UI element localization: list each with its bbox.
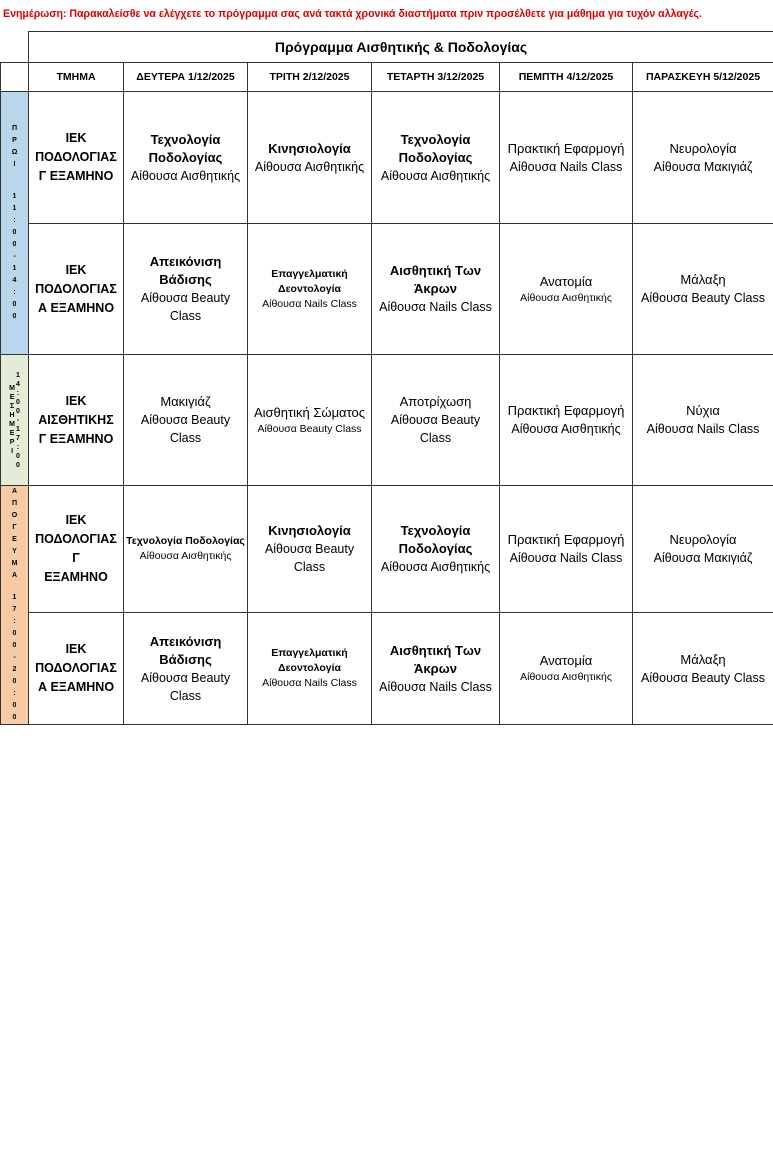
slot-char: Γ [12,524,17,531]
table-row [1,224,773,355]
room-name: Αίθουσα Μακιγιάζ [653,551,753,566]
lesson-cell [500,224,633,355]
slot-char: 0 [12,301,17,308]
slot-char: 0 [12,241,17,248]
lesson-cell [633,613,773,725]
slot-char: : [13,289,16,296]
slot-char: Μ [11,560,18,567]
subject-name: Μάλαξη [680,272,726,287]
subject-name: Νευρολογία [669,532,737,548]
room-name: Αίθουσα Αισθητικής [520,671,612,684]
subject-name: Αισθητική Των Άκρων [389,642,482,676]
slot-char: Μ [9,421,15,428]
subject-name: Απεικόνιση Βάδισης [149,254,222,287]
room-name: Αίθουσα Nails Class [262,677,357,690]
room-name: Αίθουσα Beauty Class [140,291,231,323]
dept-cell [29,355,124,486]
subject-name: Τεχνολογία Ποδολογίας [148,131,223,165]
slot-char: Ι [11,448,14,455]
lesson-cell [500,486,633,613]
lesson-cell [633,486,773,613]
slot-char: Ι [13,161,16,168]
subject-name: Τεχνολογία Ποδολογίας [126,535,245,548]
room-name: Αίθουσα Nails Class [646,422,760,436]
slot-char: 1 [12,265,17,272]
dept-line: ΑΙΣΘΗΤΙΚΗΣ [38,412,114,427]
slot-char: - [13,253,16,260]
lesson-cell [248,224,372,355]
subject-name: Τεχνολογία Ποδολογίας [398,523,473,557]
lesson-cell [124,613,248,725]
subject-name: Πρακτική Εφαρμογή [507,140,625,156]
lesson-cell [372,486,500,613]
room-name: Αίθουσα Beauty Class [140,670,231,703]
room-name: Αίθουσα Αισθητικής [380,560,491,575]
lesson-cell [633,92,773,224]
dept-cell [29,92,124,224]
slot-char: 7 [12,606,17,613]
slot-char: : [13,618,16,625]
corner-cell [1,32,29,63]
slot-char: : [13,217,16,224]
slot-label [9,384,15,456]
room-name: Αίθουσα Αισθητικής [380,168,491,183]
lesson-cell [500,613,633,725]
slot-char: 0 [15,407,20,415]
slot-char: - [13,654,16,661]
slot-char: 0 [15,452,20,460]
room-name: Αίθουσα Nails Class [509,551,623,566]
subject-name: Πρακτική Εφαρμογή [507,532,625,548]
slot-time [13,592,17,724]
slot-evening [1,486,29,725]
subject-name: Αποτρίχωση [399,394,472,409]
dept-line: ΠΟΔΟΛΟΓΙΑΣ [35,281,117,296]
slot-char: 0 [12,702,17,709]
slot-char: 1 [12,594,17,601]
room-name: Αίθουσα Beauty Class [641,670,765,685]
header-monday: ΔΕΥΤΕΡΑ 1/12/2025 [124,63,248,92]
subject-name: Πρακτική Εφαρμογή [507,403,625,418]
lesson-cell [372,355,500,486]
header-thursday: ΠΕΜΠΤΗ 4/12/2025 [500,63,633,92]
lesson-cell [500,355,633,486]
header-dept: ΤΜΗΜΑ [29,63,124,92]
subject-name: Επαγγελματική Δεοντολογία [271,647,348,675]
slot-char: Π [11,500,18,507]
slot-char: 1 [12,193,17,200]
subject-name: Αισθητική Σώματος [253,404,366,420]
room-name: Αίθουσα Αισθητικής [130,168,241,183]
room-name: Αίθουσα Αισθητικής [511,422,621,436]
slot-time [16,371,20,470]
slot-midday [1,355,29,486]
slot-char: : [16,389,20,397]
lesson-cell [500,92,633,224]
slot-char: : [16,443,20,451]
subject-name: Κινησιολογία [268,523,351,539]
subject-name: Αισθητική Των Άκρων [389,263,482,296]
dept-line: ΙΕΚ [65,393,87,408]
dept-line: Α ΕΞΑΜΗΝΟ [37,680,115,695]
header-friday: ΠΑΡΑΣΚΕΥΗ 5/12/2025 [633,63,773,92]
schedule-table [0,31,773,725]
lesson-cell [124,355,248,486]
dept-line: ΕΞΑΜΗΝΟ [44,570,108,585]
room-name: Αίθουσα Αισθητικής [254,159,365,174]
table-row [1,613,773,725]
lesson-cell [248,613,372,725]
dept-line: Γ ΕΞΑΜΗΝΟ [38,169,114,183]
slot-label [12,123,18,171]
slot-char: 1 [12,205,17,212]
lesson-cell [372,613,500,725]
slot-char: 2 [12,666,17,673]
subject-name: Ανατομία [539,273,593,289]
dept-line: Α ΕΞΑΜΗΝΟ [37,300,115,315]
slot-char: - [16,416,20,424]
slot-char: Σ [9,403,15,410]
slot-char: Μ [9,385,15,392]
slot-char: Ρ [12,137,17,144]
slot-char: Ω [11,149,18,156]
subject-name: Επαγγελματική Δεοντολογία [271,267,348,295]
room-name: Αίθουσα Beauty Class [257,422,362,435]
dept-line: ΠΟΔΟΛΟΓΙΑΣ [35,661,117,676]
lesson-cell [248,355,372,486]
lesson-cell [124,224,248,355]
subject-name: Απεικόνιση Βάδισης [149,633,222,667]
slot-char: 0 [12,678,17,685]
lesson-cell [124,92,248,224]
table-row [1,355,773,486]
slot-char: Η [9,412,15,419]
lesson-cell [633,224,773,355]
dept-line: ΙΕΚ [65,513,87,528]
lesson-cell [124,486,248,613]
dept-cell [29,224,124,355]
slot-char: 1 [15,371,20,379]
slot-time [13,191,17,323]
room-name: Αίθουσα Αισθητικής [520,291,612,304]
header-row [1,63,773,92]
slot-char: 0 [15,461,20,469]
slot-char: : [13,690,16,697]
lesson-cell [372,92,500,224]
header-wednesday: ΤΕΤΑΡΤΗ 3/12/2025 [372,63,500,92]
subject-name: Μάλαξη [680,651,726,667]
lesson-cell [633,355,773,486]
slot-char: Π [11,125,18,132]
subject-name: Τεχνολογία Ποδολογίας [398,131,473,165]
subject-name: Κινησιολογία [268,140,351,156]
room-name: Αίθουσα Nails Class [262,297,357,310]
slot-char: Ο [11,512,18,519]
room-name: Αίθουσα Nails Class [509,159,623,174]
slot-char: 1 [15,425,20,433]
slot-char: 0 [12,229,17,236]
slot-char: 4 [15,380,20,388]
slot-char: Ε [9,394,15,401]
lesson-cell [372,224,500,355]
slot-char: 0 [12,714,17,721]
header-tuesday: ΤΡΙΤΗ 2/12/2025 [248,63,372,92]
lesson-cell [248,486,372,613]
header-corner [1,63,29,92]
room-name: Αίθουσα Nails Class [379,300,492,314]
subject-name: Νύχια [686,403,720,418]
room-name: Αίθουσα Αισθητικής [139,550,232,563]
update-notice: Ενημέρωση: Παρακαλείσθε να ελέγχετε το πρόγραμμα σας ανά τακτά χρονικά διαστήματα πριν προσέλθετε για μάθημα για τυχόν αλλαγές. [3,8,702,20]
table-row [1,92,773,224]
slot-char: Α [11,572,18,579]
dept-line: ΠΟΔΟΛΟΓΙΑΣ [35,150,117,164]
room-name: Αίθουσα Beauty Class [140,413,231,445]
dept-line: ΠΟΔΟΛΟΓΙΑΣ Γ [35,532,117,566]
table-row [1,486,773,613]
slot-char: 0 [12,642,17,649]
slot-char: Υ [12,548,17,555]
room-name: Αίθουσα Beauty Class [390,413,481,445]
schedule-title: Πρόγραμμα Αισθητικής & Ποδολογίας [29,32,773,63]
slot-char: 0 [15,398,20,406]
dept-line: Γ ΕΞΑΜΗΝΟ [38,431,114,446]
dept-line: ΙΕΚ [65,131,87,145]
slot-morning [1,92,29,355]
slot-char: 0 [12,313,17,320]
dept-cell [29,486,124,613]
dept-cell [29,613,124,725]
dept-line: ΙΕΚ [65,262,87,277]
dept-line: ΙΕΚ [65,642,87,657]
slot-label [12,486,18,582]
room-name: Αίθουσα Beauty Class [264,542,355,575]
room-name: Αίθουσα Nails Class [379,679,492,694]
room-name: Αίθουσα Beauty Class [641,291,765,305]
slot-char: Α [11,488,18,495]
slot-char: 0 [12,630,17,637]
slot-char: 4 [12,277,17,284]
subject-name: Ανατομία [539,653,593,669]
room-name: Αίθουσα Μακιγιάζ [653,159,753,174]
slot-char: Ρ [9,439,15,446]
lesson-cell [248,92,372,224]
slot-char: Ε [9,430,15,437]
slot-char: 7 [15,434,20,442]
subject-name: Νευρολογία [669,140,737,156]
slot-char: Ε [12,536,17,543]
subject-name: Μακιγιάζ [160,394,211,409]
